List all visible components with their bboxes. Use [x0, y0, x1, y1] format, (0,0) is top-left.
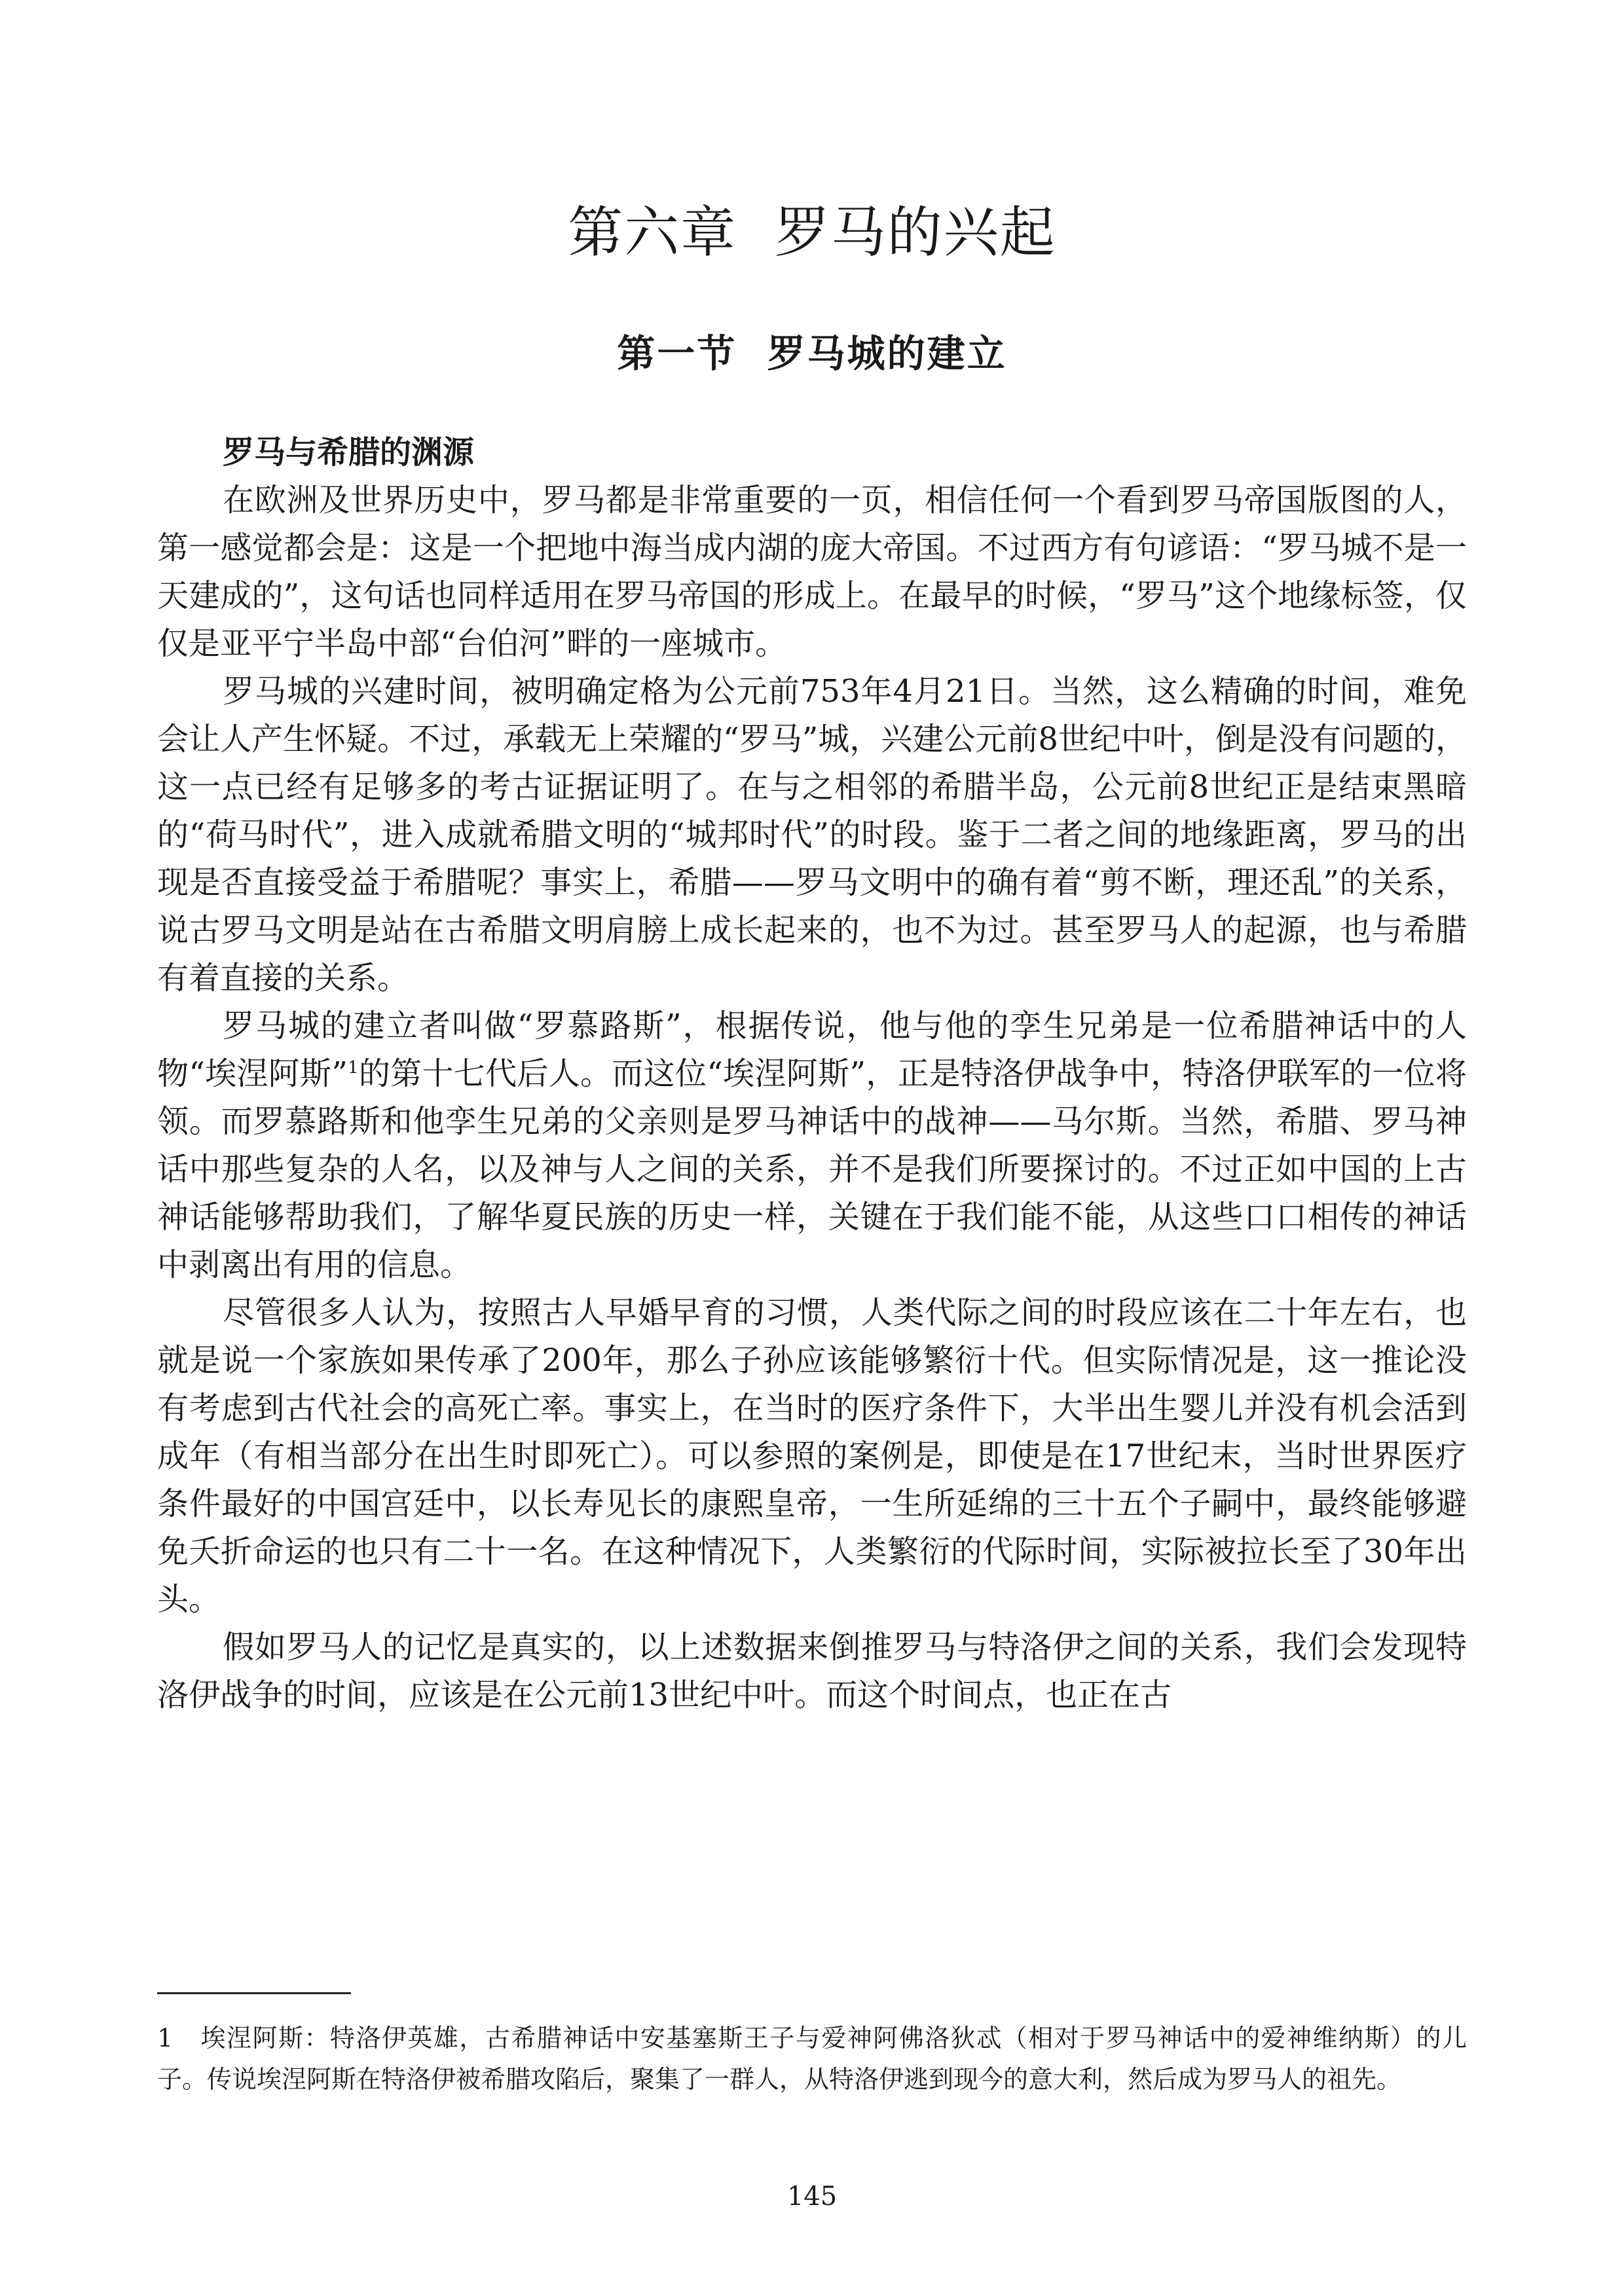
subheading: 罗马与希腊的渊源: [223, 434, 475, 471]
paragraph-3: [157, 1002, 1467, 1289]
body-text: [157, 429, 1467, 1719]
footnote: [157, 2018, 1467, 2100]
footnote-number: 1: [157, 2024, 174, 2052]
paragraph-3-part-1: 罗马城的建立者叫做“罗慕路斯”，根据传说，他与他的孪生兄弟是一位希腊神话中的人物“埃涅阿斯”: [157, 1008, 1467, 1092]
footnote-divider: [157, 1992, 351, 1994]
paragraph-1: 在欧洲及世界历史中，罗马都是非常重要的一页，相信任何一个看到罗马帝国版图的人，第一感觉都会是：这是一个把地中海当成内湖的庞大帝国。不过西方有句谚语：“罗马城不是一天建成的”，这句话也同样适用在罗马帝国的形成上。在最早的时候，“罗马”这个地缘标签，仅仅是亚平宁半岛中部“台伯河”畔的一座城市。: [157, 482, 1467, 662]
section-title: 第一节 罗马城的建立: [617, 331, 1007, 376]
footnote-text: 埃涅阿斯：特洛伊英雄，古希腊神话中安基塞斯王子与爱神阿佛洛狄忒（相对于罗马神话中的爱神维纳斯）的儿子。传说埃涅阿斯在特洛伊被希腊攻陷后，聚集了一群人，从特洛伊逃到现今的意大利，然后成为罗马人的祖先。: [157, 2024, 1467, 2094]
paragraph-2: 罗马城的兴建时间，被明确定格为公元前753年4月21日。当然，这么精确的时间，难免会让人产生怀疑。不过，承载无上荣耀的“罗马”城，兴建公元前8世纪中叶，倒是没有问题的，这一点已经有足够多的考古证据证明了。在与之相邻的希腊半岛，公元前8世纪正是结束黑暗的“荷马时代”，进入成就希腊文明的“城邦时代”的时段。鉴于二者之间的地缘距离，罗马的出现是否直接受益于希腊呢？事实上，希腊——罗马文明中的确有着“剪不断，理还乱”的关系，说古罗马文明是站在古希腊文明肩膀上成长起来的，也不为过。甚至罗马人的起源，也与希腊有着直接的关系。: [157, 673, 1467, 996]
paragraph-5: 假如罗马人的记忆是真实的，以上述数据来倒推罗马与特洛伊之间的关系，我们会发现特洛伊战争的时间，应该是在公元前13世纪中叶。而这个时间点，也正在古: [157, 1629, 1467, 1713]
page-number: 145: [786, 2181, 838, 2212]
footnote-reference[interactable]: 1: [347, 1058, 359, 1078]
chapter-title: 第六章 罗马的兴起: [568, 200, 1056, 264]
paragraph-3-part-2: 的第十七代后人。而这位“埃涅阿斯”，正是特洛伊战争中，特洛伊联军的一位将领。而罗慕路斯和他孪生兄弟的父亲则是罗马神话中的战神——马尔斯。当然，希腊、罗马神话中那些复杂的人名，以及神与人之间的关系，并不是我们所要探讨的。不过正如中国的上古神话能够帮助我们，了解华夏民族的历史一样，关键在于我们能不能，从这些口口相传的神话中剥离出有用的信息。: [157, 1055, 1467, 1283]
paragraph-4: 尽管很多人认为，按照古人早婚早育的习惯，人类代际之间的时段应该在二十年左右，也就是说一个家族如果传承了200年，那么子孙应该能够繁衍十代。但实际情况是，这一推论没有考虑到古代社会的高死亡率。事实上，在当时的医疗条件下，大半出生婴儿并没有机会活到成年（有相当部分在出生时即死亡）。可以参照的案例是，即使是在17世纪末，当时世界医疗条件最好的中国宫廷中，以长寿见长的康熙皇帝，一生所延绵的三十五个子嗣中，最终能够避免夭折命运的也只有二十一名。在这种情况下，人类繁衍的代际时间，实际被拉长至了30年出头。: [157, 1294, 1467, 1618]
